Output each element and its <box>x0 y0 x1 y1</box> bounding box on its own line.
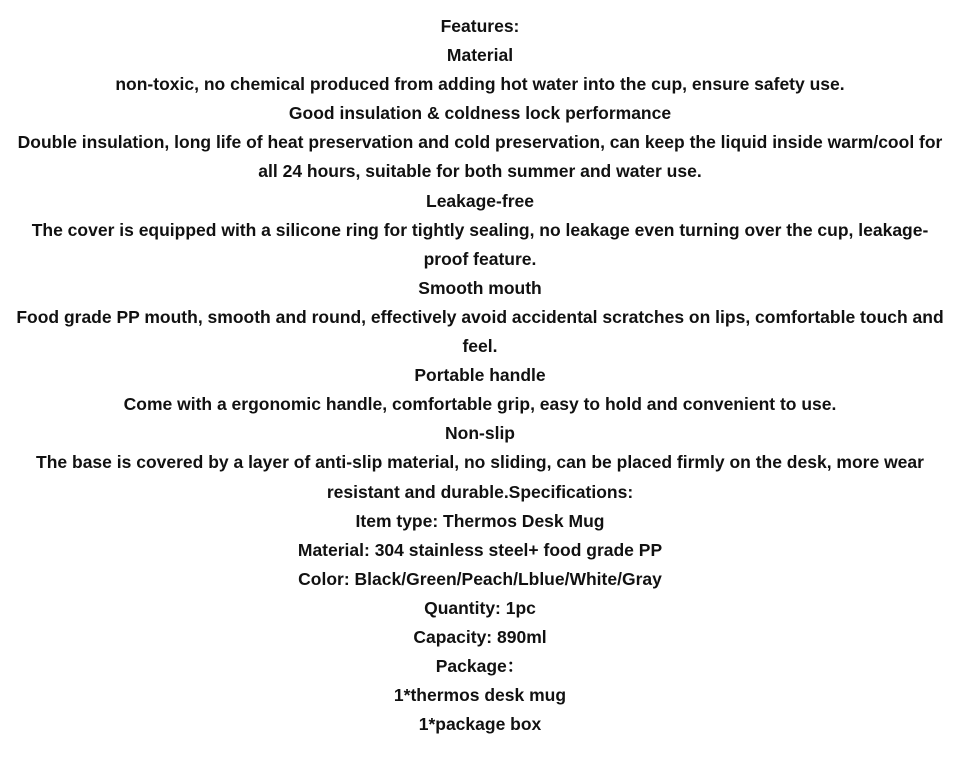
leakage-text: The cover is equipped with a silicone ring for tightly sealing, no leakage even turning over the cup, leakage-proof feature. <box>31 219 929 269</box>
leakage-title: Leakage-free <box>426 190 534 211</box>
handle-title: Portable handle <box>414 365 546 386</box>
material-text: non-toxic, no chemical produced from adding hot water into the cup, ensure safety use. <box>115 74 845 95</box>
package-item-mug: 1*thermos desk mug <box>393 685 567 706</box>
spec-item-type: Item type: Thermos Desk Mug <box>355 510 605 531</box>
nonslip-title: Non-slip <box>445 423 515 444</box>
insulation-text: Double insulation, long life of heat preservation and cold preservation, can keep the liquid inside warm/cool for all 24 hours, suitable for both summer and water use. <box>17 132 943 182</box>
handle-text: Come with a ergonomic handle, comfortable grip, easy to hold and convenient to use. <box>123 394 837 415</box>
spec-capacity: Capacity: 890ml <box>413 626 547 647</box>
nonslip-text: The base is covered by a layer of anti-slip material, no sliding, can be placed firmly on the desk, more wear resistant and durable.Specifications: <box>36 452 924 502</box>
spec-color: Color: Black/Green/Peach/Lblue/White/Gray <box>298 568 662 589</box>
mouth-title: Smooth mouth <box>418 277 542 298</box>
package-item-box: 1*package box <box>418 714 542 735</box>
package-heading: Package： <box>435 656 525 677</box>
mouth-text: Food grade PP mouth, smooth and round, effectively avoid accidental scratches on lips, comfortable touch and feel. <box>16 306 944 357</box>
material-title: Material <box>446 45 514 66</box>
spec-quantity: Quantity: 1pc <box>424 597 536 618</box>
insulation-title: Good insulation & coldness lock performance <box>288 103 672 124</box>
spec-material: Material: 304 stainless steel+ food grade PP <box>297 539 663 560</box>
features-heading: Features: <box>440 16 520 36</box>
